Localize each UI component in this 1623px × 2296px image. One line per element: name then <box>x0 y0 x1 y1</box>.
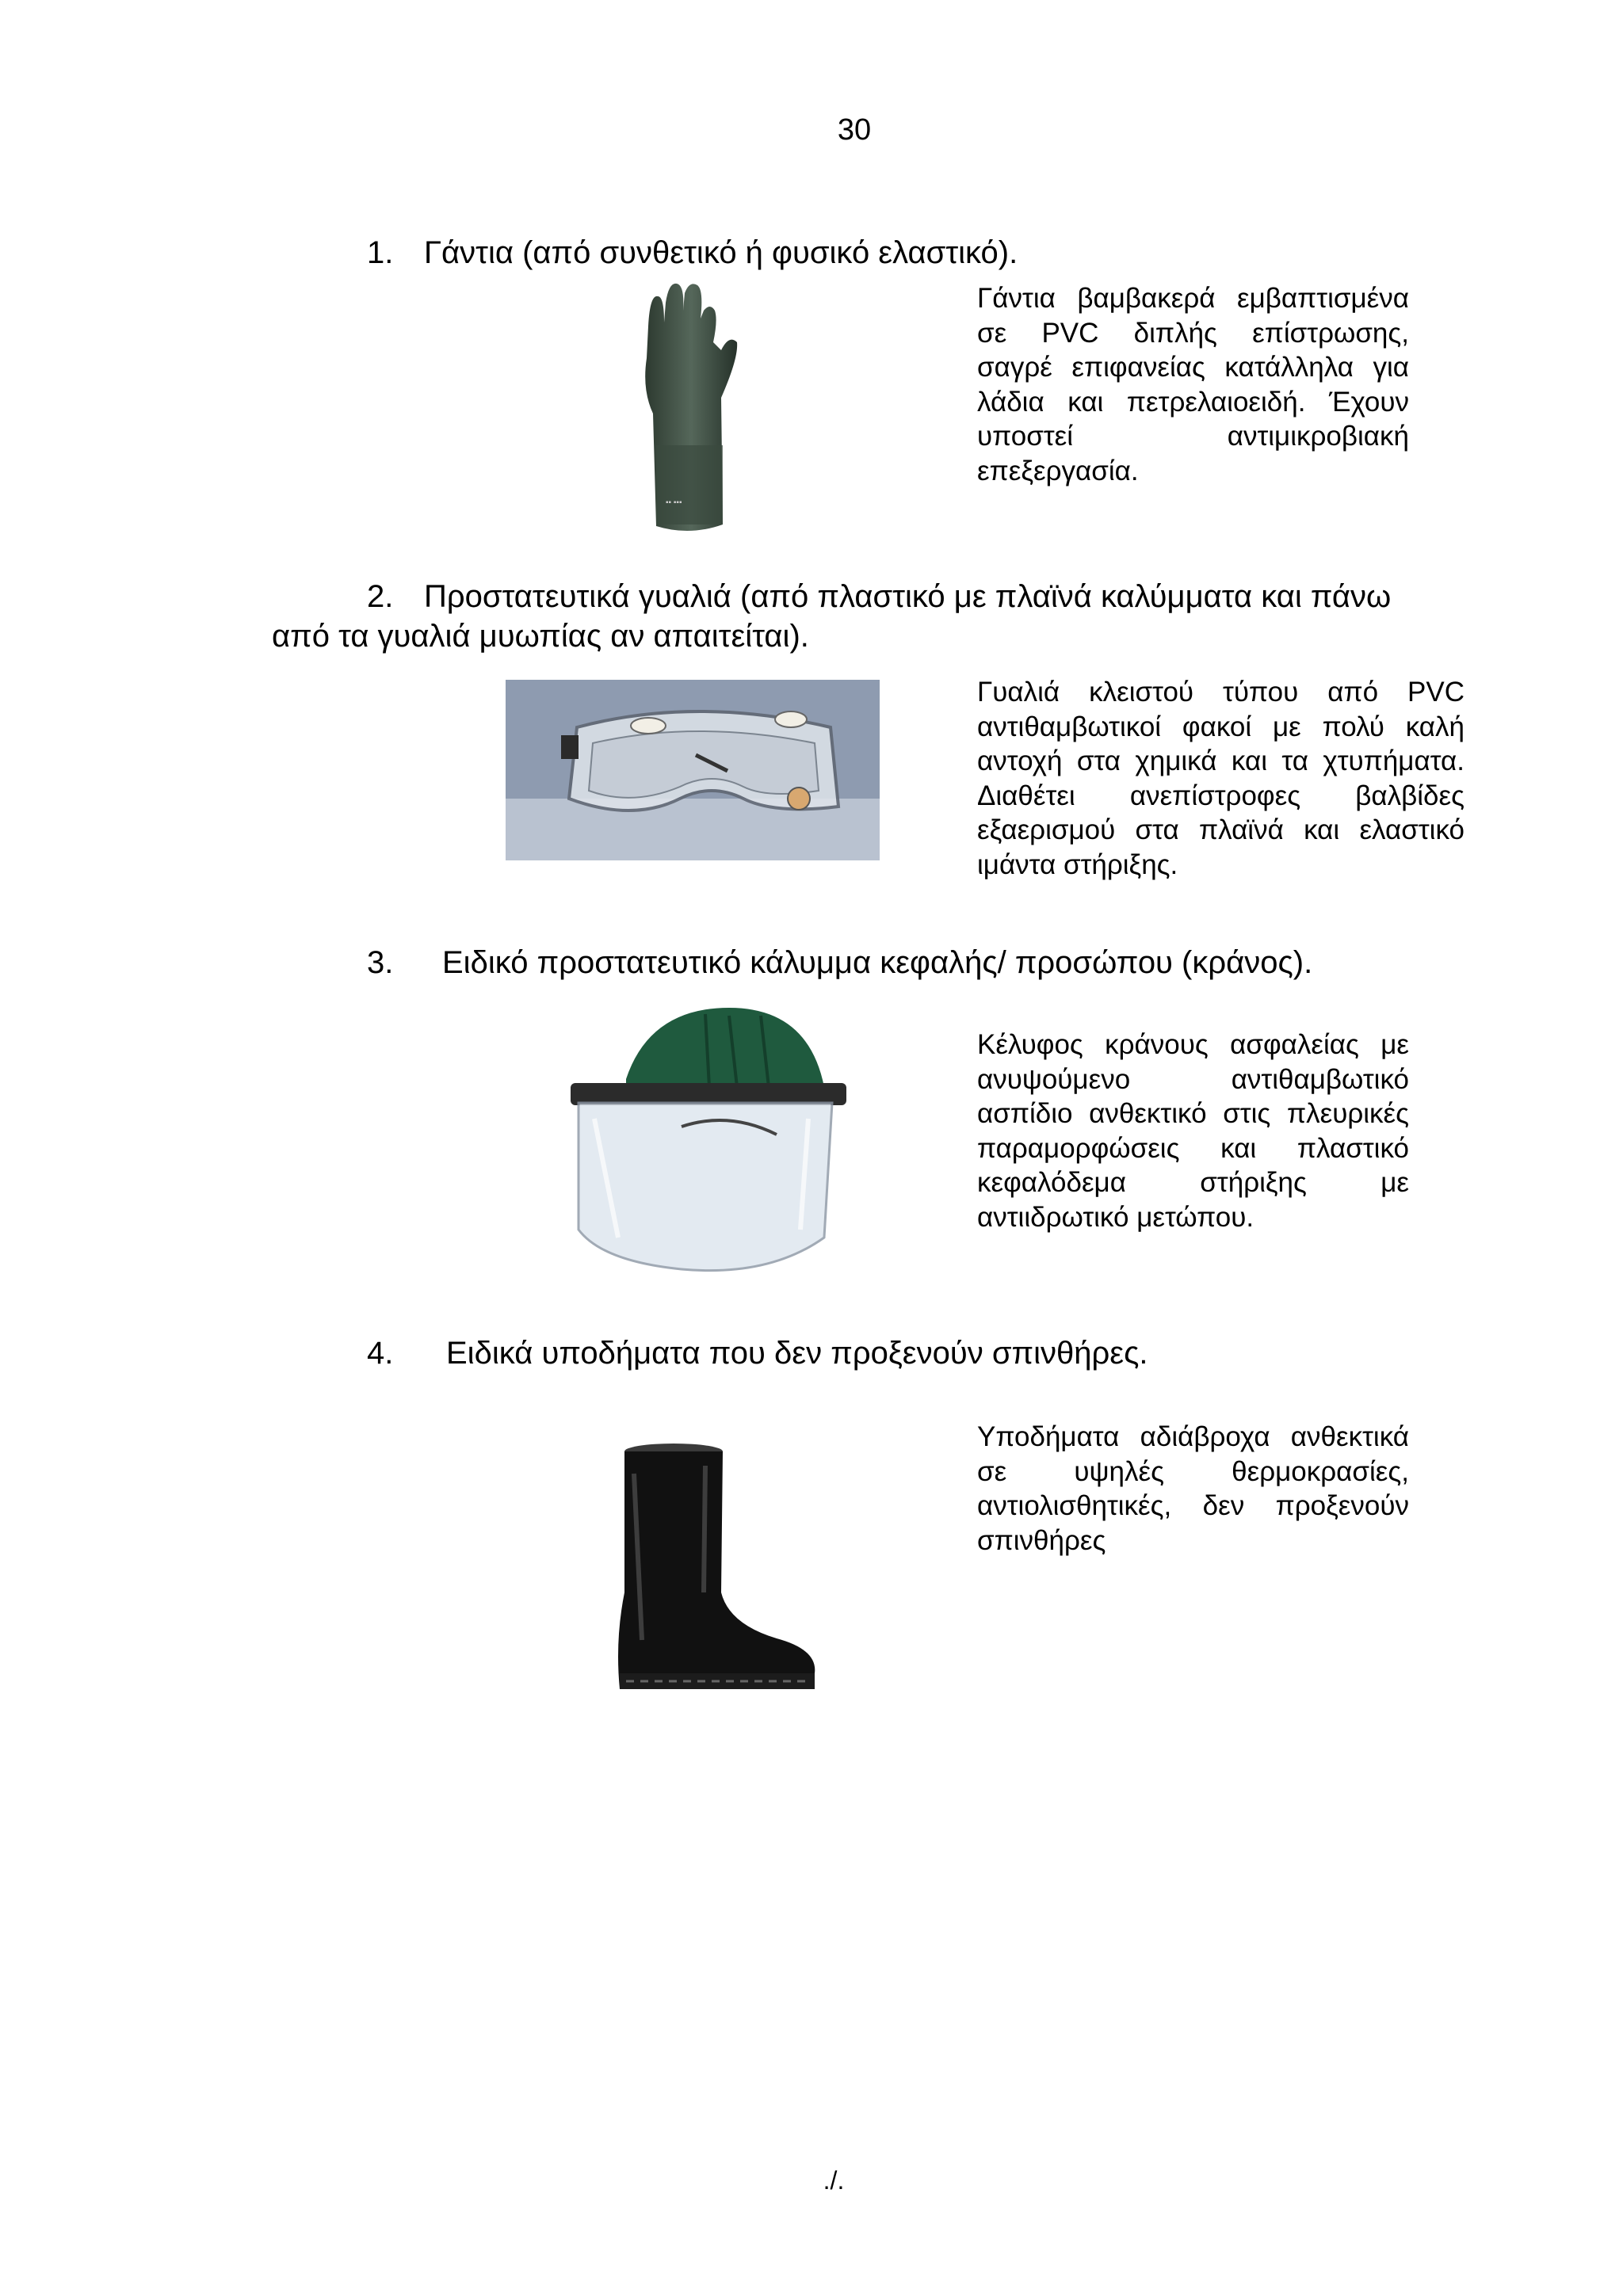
page-footer: ./. <box>823 2166 845 2195</box>
item-3-description: Κέλυφος κράνους ασφαλείας με ανυψούμενο αντιθαμβωτικό ασπίδιο ανθεκτικό στις πλευρικές παραμορφώσεις και πλαστικό κεφαλόδεμα στήριξης με αντιιδρωτικό μετώπου. <box>977 1029 1409 1233</box>
item-2-description: Γυαλιά κλειστού τύπου από PVC αντιθαμβωτικοί φακοί με πολύ καλή αντοχή στα χημικά και τα χτυπήματα. Διαθέτει ανεπίστροφες βαλβίδες εξαερισμού στα πλαϊνά και ελαστικό ιμάντα στήριξης. <box>977 677 1465 880</box>
svg-text:▪▪ ▪▪▪: ▪▪ ▪▪▪ <box>666 498 682 507</box>
item-2-number: 2. <box>367 579 394 614</box>
item-1-description: Γάντια βαμβακερά εμβαπτισμένα σε PVC διπλής επίστρωσης, σαγρέ επιφανείας κατάλληλα για λάδια και πετρελαιοειδή. Έχουν υποστεί αντιμικροβιακή επεξεργασία. <box>977 283 1409 486</box>
helmet-face-shield-icon <box>571 1000 846 1283</box>
item-1-heading <box>367 228 1018 277</box>
glove-image <box>610 279 741 540</box>
item-1-title: Γάντια (από συνθετικό ή φυσικό ελαστικό). <box>424 235 1018 270</box>
item-4-title: Ειδικά υποδήματα που δεν προξενούν σπινθήρες. <box>446 1336 1148 1371</box>
item-3-heading <box>367 938 1312 987</box>
goggles-image <box>506 680 880 860</box>
boot-image <box>610 1442 824 1695</box>
item-2-title-line2: από τα γυαλιά μυωπίας αν απαιτείται). <box>272 619 809 654</box>
helmet-image <box>571 1000 846 1283</box>
page-number: 30 <box>837 113 872 147</box>
safety-goggles-icon <box>506 680 880 860</box>
item-3-title: Ειδικό προστατευτικό κάλυμμα κεφαλής/ προσώπου (κράνος). <box>442 945 1313 980</box>
item-3-number: 3. <box>367 945 394 980</box>
item-4-heading <box>367 1329 1148 1378</box>
rubber-boot-icon <box>610 1442 824 1695</box>
item-4-number: 4. <box>367 1336 394 1371</box>
item-4-description: Υποδήματα αδιάβροχα ανθεκτικά σε υψηλές θερμοκρασίες, αντιολισθητικές, δεν προξενούν σπινθήρες <box>977 1421 1409 1556</box>
rubber-glove-icon <box>610 279 741 540</box>
item-1-number: 1. <box>367 235 394 270</box>
item-2-title-line1: Προστατευτικά γυαλιά (από πλαστικό με πλαϊνά καλύμματα και πάνω <box>424 579 1392 614</box>
